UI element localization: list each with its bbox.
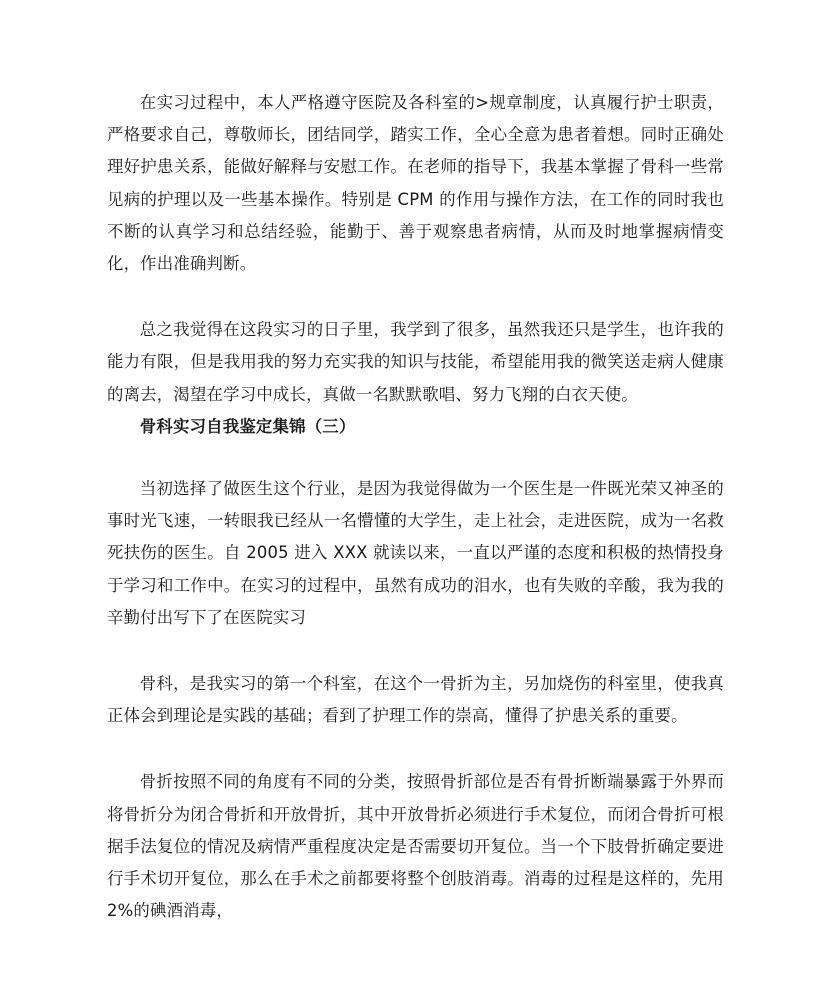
paragraph-summary: 总之我觉得在这段实习的日子里，我学到了很多，虽然我还只是学生，也许我的能力有限，但是我用我的努力充实我的知识与技能，希望能用我的微笑送走病人健康的离去，渴望在学习中成长，真做一名默默歌唱、努力飞翔的白衣天使。 <box>107 320 724 404</box>
paragraph-career-choice: 当初选择了做医生这个行业，是因为我觉得做为一个医生是一件既光荣又神圣的事时光飞速，一转眼我已经从一名懵懂的大学生，走上社会，走进医院，成为一名救死扶伤的医生。自 2005 进入 XXX 就读以来，一直以严谨的态度和积极的热情投身于学习和工作中。在实习的过程中，虽然有成功的泪水，也有失败的辛酸，我为我的辛勤付出写下了在医院实习 <box>107 479 724 627</box>
paragraph-orthopedics-dept: 骨科，是我实习的第一个科室，在这个一骨折为主，另加烧伤的科室里，使我真正体会到理论是实践的基础；看到了护理工作的崇高，懂得了护患关系的重要。 <box>107 674 724 726</box>
paragraph-internship-conduct: 在实习过程中，本人严格遵守医院及各科室的>规章制度，认真履行护士职责，严格要求自己，尊敬师长，团结同学，踏实工作，全心全意为患者着想。同时正确处理好护患关系，能做好解释与安慰工作。在老师的指导下，我基本掌握了骨科一些常见病的护理以及一些基本操作。特别是 CPM 的作用与操作方法，在工作的同时我也不断的认真学习和总结经验，能勤于、善于观察患者病情，从而及时地掌握病情变化，作出准确判断。 <box>107 93 724 274</box>
paragraph-fracture-classification: 骨折按照不同的角度有不同的分类，按照骨折部位是否有骨折断端暴露于外界而将骨折分为闭合骨折和开放骨折，其中开放骨折必须进行手术复位，而闭合骨折可根据手法复位的情况及病情严重程度决定是否需要切开复位。当一个下肢骨折确定要进行手术切开复位，那么在手术之前都要将整个创肢消毒。消毒的过程是这样的，先用 2%的碘酒消毒， <box>107 772 724 921</box>
section-heading: 骨科实习自我鉴定集锦（三） <box>139 416 356 436</box>
